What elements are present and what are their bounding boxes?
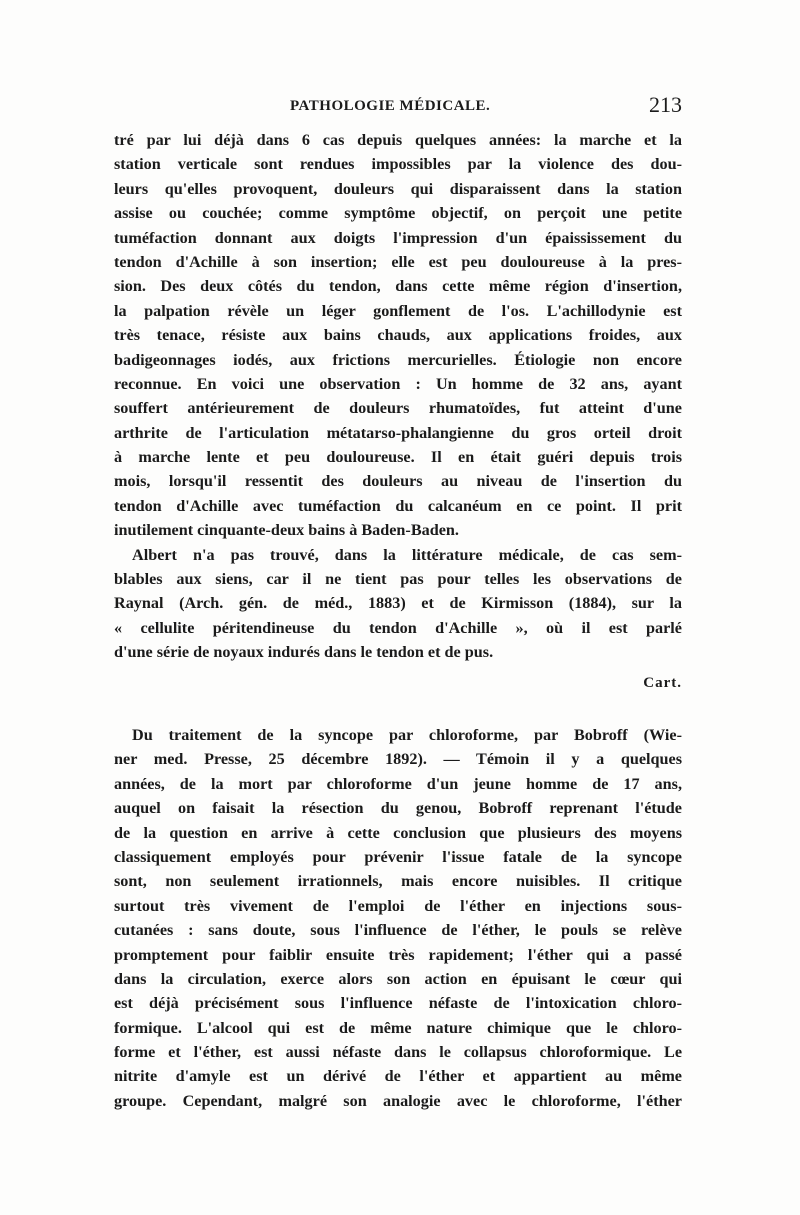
- text-line: est déjà précisément sous l'influence néfaste de l'intoxication chloro-: [114, 994, 682, 1013]
- text-line: la palpation révèle un léger gonflement de l'os. L'achillodynie est: [114, 301, 682, 320]
- text-line: reconnue. En voici une observation : Un homme de 32 ans, ayant: [114, 374, 682, 393]
- text-line: auquel on faisait la résection du genou, Bobroff reprenant l'étude: [114, 799, 682, 818]
- text-line: forme et l'éther, est aussi néfaste dans le collapsus chloroformique. Le: [114, 1043, 682, 1062]
- text-line: d'une série de noyaux indurés dans le tendon et de pus.: [114, 643, 494, 662]
- text-line: sont, non seulement irrationnels, mais encore nuisibles. Il critique: [114, 872, 682, 891]
- text-line: surtout très vivement de l'emploi de l'éther en injections sous-: [114, 896, 682, 915]
- text-line: blables aux siens, car il ne tient pas pour telles les observations de: [114, 570, 682, 589]
- text-line: années, de la mort par chloroforme d'un jeune homme de 17 ans,: [114, 774, 682, 793]
- text-line: promptement pour faiblir ensuite très rapidement; l'éther qui a passé: [114, 945, 682, 964]
- article-syncope-chloroforme: [114, 723, 682, 1113]
- text-line: ner med. Presse, 25 décembre 1892). — Témoin il y a quelques: [114, 750, 682, 769]
- text-line: tré par lui déjà dans 6 cas depuis quelques années: la marche et la: [114, 131, 682, 149]
- text-line: assise ou couchée; comme symptôme objectif, on perçoit une petite: [114, 204, 682, 223]
- text-line: nitrite d'amyle est un dérivé de l'éther et appartient au même: [114, 1067, 682, 1086]
- text-line: tendon d'Achille avec tuméfaction du calcanéum en ce point. Il prit: [114, 496, 682, 515]
- article-achillodynie: [114, 128, 682, 665]
- text-line: Raynal (Arch. gén. de méd., 1883) et de Kirmisson (1884), sur la: [114, 594, 682, 613]
- text-line: mois, lorsqu'il ressentit des douleurs au niveau de l'insertion du: [114, 472, 682, 491]
- page-header: [290, 92, 682, 122]
- page-number: 213: [649, 92, 682, 117]
- text-line: à marche lente et peu douloureuse. Il en était guéri depuis trois: [114, 448, 682, 467]
- text-line: « cellulite péritendineuse du tendon d'Achille », où il est parlé: [114, 618, 682, 637]
- text-line: formique. L'alcool qui est de même nature chimique que le chloro-: [114, 1018, 682, 1037]
- text-line: tendon d'Achille à son insertion; elle est peu douloureuse à la pres-: [114, 252, 682, 271]
- author-signature: Cart.: [643, 675, 682, 691]
- text-line: souffert antérieurement de douleurs rhumatoïdes, fut atteint d'une: [114, 399, 682, 418]
- text-line: dans la circulation, exerce alors son action en épuisant le cœur qui: [114, 969, 682, 988]
- text-line: classiquement employés pour prévenir l'issue fatale de la syncope: [114, 847, 682, 866]
- text-line: arthrite de l'articulation métatarso-phalangienne du gros orteil droit: [114, 423, 682, 442]
- text-line: cutanées : sans doute, sous l'influence de l'éther, le pouls se relève: [114, 921, 682, 940]
- text-line: badigeonnages iodés, aux frictions mercurielles. Étiologie non encore: [114, 350, 682, 369]
- text-line: sion. Des deux côtés du tendon, dans cette même région d'insertion,: [114, 277, 682, 296]
- text-line: leurs qu'elles provoquent, douleurs qui disparaissent dans la station: [114, 179, 682, 198]
- text-line: très tenace, résiste aux bains chauds, aux applications froides, aux: [114, 326, 682, 345]
- text-line: station verticale sont rendues impossibles par la violence des dou-: [114, 155, 682, 174]
- text-line: Du traitement de la syncope par chloroforme, par Bobroff (Wie-: [132, 726, 682, 744]
- text-line: de la question en arrive à cette conclusion que plusieurs des moyens: [114, 823, 682, 842]
- text-line: Albert n'a pas trouvé, dans la littérature médicale, de cas sem-: [132, 545, 682, 564]
- running-head: PATHOLOGIE MÉDICALE.: [290, 98, 491, 114]
- text-line: inutilement cinquante-deux bains à Baden-Baden.: [114, 521, 459, 540]
- text-line: tuméfaction donnant aux doigts l'impression d'un épaississement du: [114, 228, 682, 247]
- text-line: groupe. Cependant, malgré son analogie avec le chloroforme, l'éther: [114, 1091, 682, 1110]
